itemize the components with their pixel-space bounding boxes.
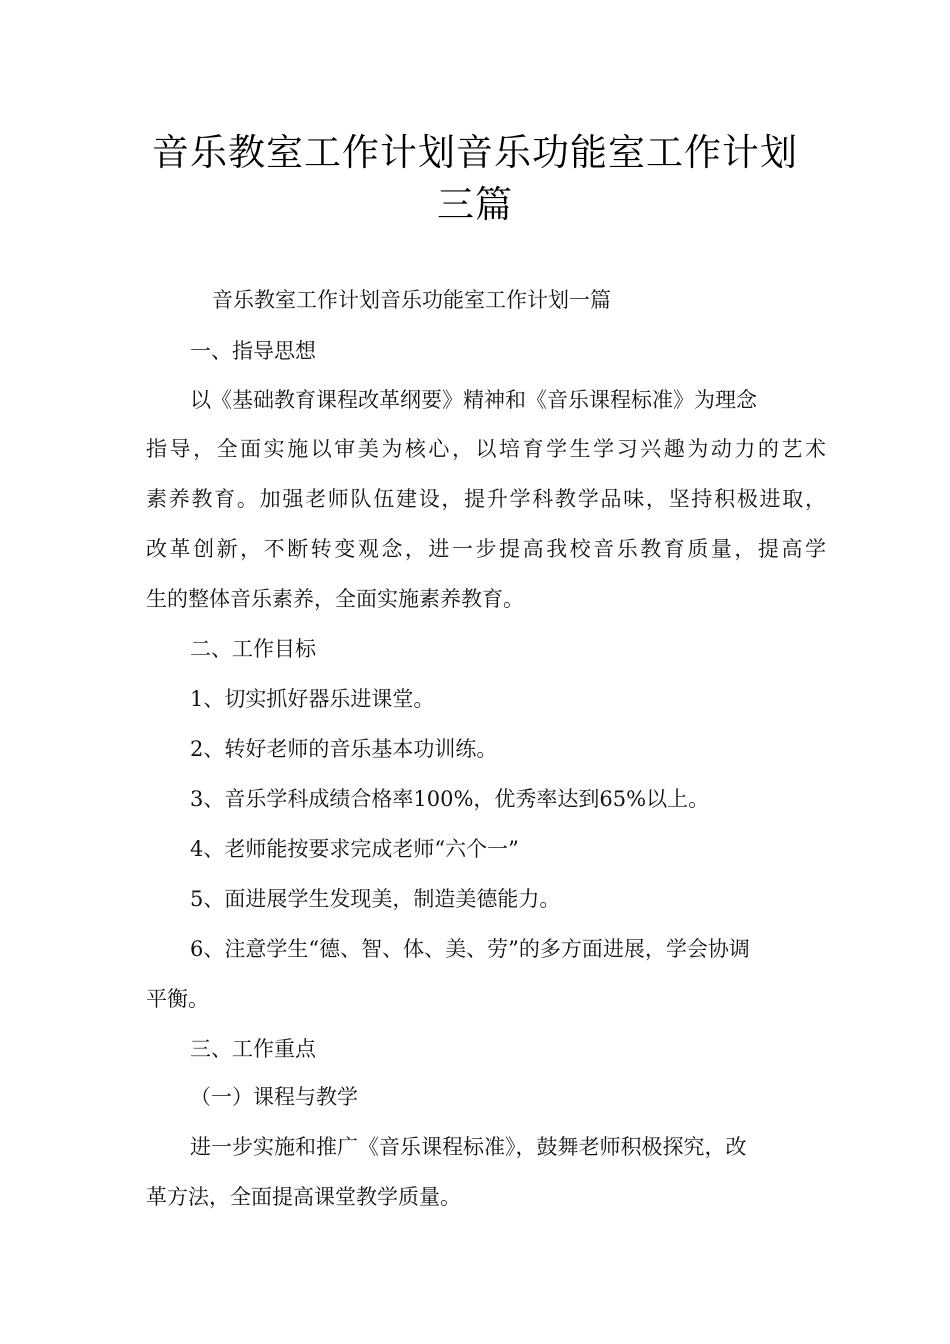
document-subtitle: 音乐教室工作计划音乐功能室工作计划一篇 — [212, 288, 611, 312]
paragraph-line: 指导，全面实施以审美为核心，以培育学生学习兴趣为动力的艺术 — [146, 437, 826, 461]
list-item: 2、转好老师的音乐基本功训练。 — [190, 737, 498, 761]
list-item: 5、面进展学生发现美，制造美德能力。 — [190, 887, 561, 911]
paragraph-line: 生的整体音乐素养，全面实施素养教育。 — [146, 587, 524, 611]
list-item: 6、注意学生“德、智、体、美、劳”的多方面进展，学会协调 — [190, 937, 750, 961]
paragraph-line: 革方法，全面提高课堂教学质量。 — [146, 1185, 461, 1209]
document-title-line-2: 三篇 — [437, 183, 513, 226]
list-item: 1、切实抓好器乐进课堂。 — [190, 687, 435, 711]
section-heading-work-goals: 二、工作目标 — [190, 637, 316, 661]
paragraph-line: 素养教育。加强老师队伍建设，提升学科教学品味，坚持积极进取， — [146, 487, 826, 511]
list-item: 4、老师能按要求完成老师“六个一” — [190, 837, 519, 861]
list-item: 3、音乐学科成绩合格率100%，优秀率达到65%以上。 — [190, 787, 710, 811]
subsection-heading-curriculum: （一）课程与教学 — [190, 1085, 358, 1109]
list-item-continuation: 平衡。 — [146, 987, 209, 1011]
paragraph-line: 以《基础教育课程改革纲要》精神和《音乐课程标准》为理念 — [190, 388, 757, 412]
document-title-line-1: 音乐教室工作计划音乐功能室工作计划 — [152, 131, 798, 174]
paragraph-line: 改革创新，不断转变观念，进一步提高我校音乐教育质量，提高学 — [146, 537, 826, 561]
paragraph-line: 进一步实施和推广《音乐课程标准》，鼓舞老师积极探究，改 — [190, 1135, 747, 1159]
section-heading-guiding-ideology: 一、指导思想 — [190, 339, 316, 363]
section-heading-work-focus: 三、工作重点 — [190, 1037, 316, 1061]
